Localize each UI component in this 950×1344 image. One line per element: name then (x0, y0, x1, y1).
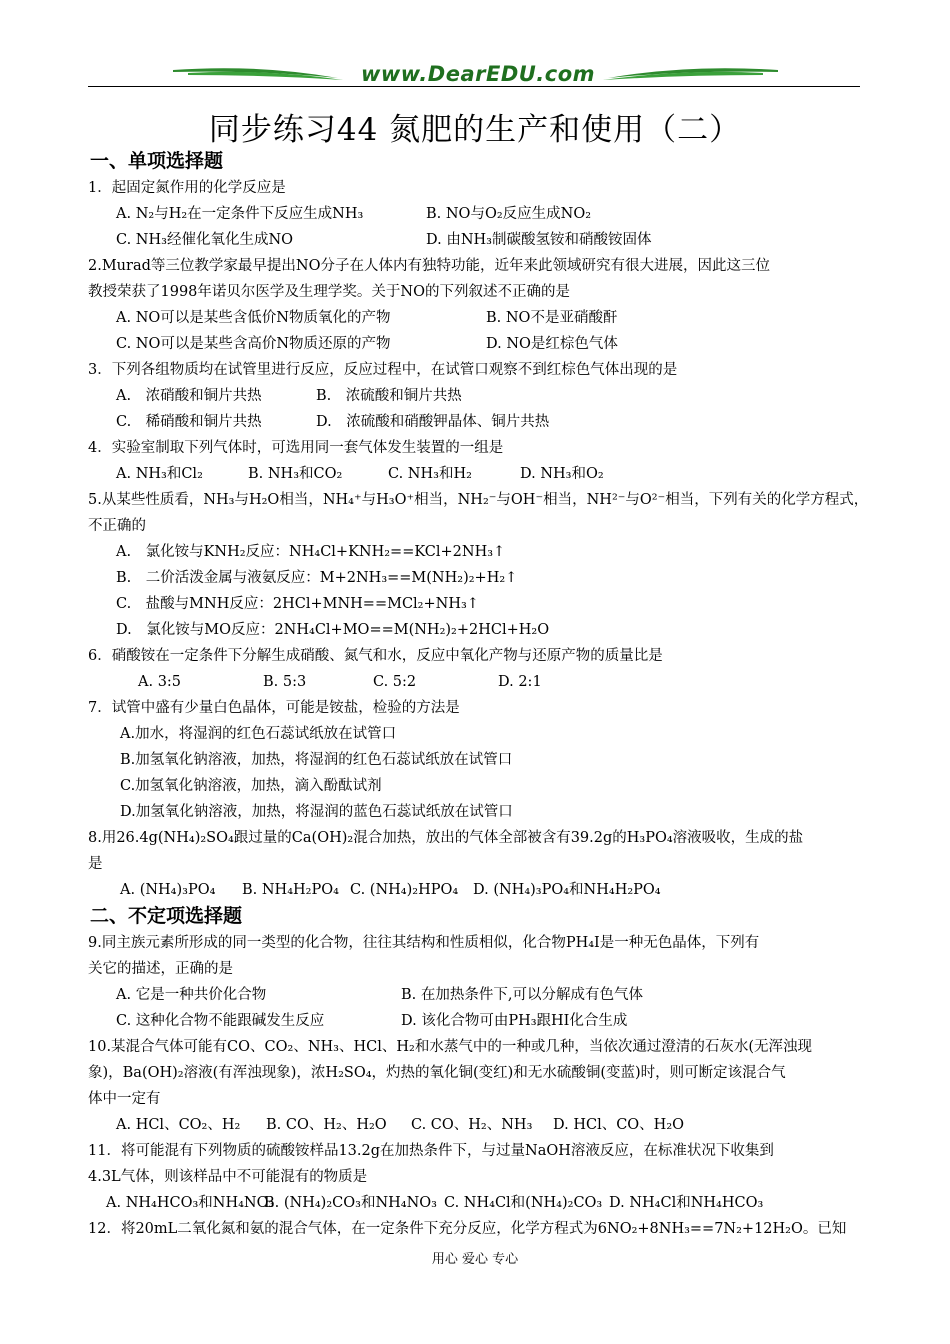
option-a: A. HCl、CO₂、H₂ (116, 1117, 241, 1133)
option-c: C. 盐酸与MNH反应：2HCl+MNH==MCl₂+NH₃↑ (116, 596, 479, 612)
option-d: D. (NH₄)₃PO₄和NH₄H₂PO₄ (473, 882, 661, 898)
option-c: C. 稀硝酸和铜片共热 (116, 414, 262, 430)
option-a: A. (NH₄)₃PO₄ (120, 882, 216, 898)
option-d: D. 该化合物可由PH₃跟HI化合生成 (401, 1013, 628, 1029)
question-stem: 教授荣获了1998年诺贝尔医学及生理学奖。关于NO的下列叙述不正确的是 (88, 284, 570, 300)
option-row (88, 877, 863, 903)
question-stem: 2.Murad等三位教学家最早提出NO分子在人体内有独特功能，近年来此领域研究有很大进展，因此这三位 (88, 258, 770, 274)
option-b: B. 二价活泼金属与液氨反应：M+2NH₃==M(NH₂)₂+H₂↑ (116, 570, 518, 586)
option-row (88, 1190, 863, 1216)
option-d: D. 由NH₃制碳酸氢铵和硝酸铵固体 (426, 232, 652, 248)
option-d: D. 2:1 (498, 674, 542, 690)
option-d: D. HCl、CO、H₂O (553, 1117, 685, 1133)
option-b: B. NO与O₂反应生成NO₂ (426, 206, 592, 222)
option-row (88, 201, 863, 227)
question-stem: 5.从某些性质看，NH₃与H₂O相当，NH₄⁺与H₃O⁺相当，NH₂⁻与OH⁻相当，NH²⁻与O²⁻相当，下列有关的化学方程式， (88, 492, 869, 508)
section-heading: 一、单项选择题 (90, 150, 224, 172)
option-row (88, 1112, 863, 1138)
option-a: A. 浓硝酸和铜片共热 (116, 388, 262, 404)
option-c: C. NO可以是某些含高价N物质还原的产物 (116, 336, 391, 352)
option-b: B. 浓硫酸和铜片共热 (316, 388, 462, 404)
question-stem: 是 (88, 856, 103, 872)
option-row (88, 669, 863, 695)
option-d: D. NH₄Cl和NH₄HCO₃ (609, 1195, 764, 1211)
question-stem: 4.3L气体，则该样品中不可能混有的物质是 (88, 1169, 368, 1185)
option-c: C. 5:2 (373, 674, 417, 690)
option-b: B. CO、H₂、H₂O (266, 1117, 387, 1133)
option-c: C. NH₃和H₂ (388, 466, 472, 482)
question-stem: 3．下列各组物质均在试管里进行反应，反应过程中，在试管口观察不到红棕色气体出现的是 (88, 362, 678, 378)
document-body (88, 148, 869, 1242)
question-stem: 体中一定有 (88, 1091, 161, 1107)
option-a: A. N₂与H₂在一定条件下反应生成NH₃ (116, 206, 364, 222)
option-b: B. 在加热条件下,可以分解成有色气体 (401, 987, 643, 1003)
section-heading: 二、不定项选择题 (90, 905, 243, 927)
header-rule (88, 86, 860, 87)
option-c: C. (NH₄)₂HPO₄ (350, 882, 459, 898)
option-a: A. 氯化铵与KNH₂反应：NH₄Cl+KNH₂==KCl+2NH₃↑ (116, 544, 506, 560)
option-c: C.加氢氧化钠溶液，加热，滴入酚酞试剂 (120, 778, 382, 794)
option-a: A. 3:5 (138, 674, 182, 690)
page-title: 同步练习44 氮肥的生产和使用（二） (208, 112, 742, 148)
option-b: B. 5:3 (263, 674, 307, 690)
option-a: A.加水，将湿润的红色石蕊试纸放在试管口 (120, 726, 397, 742)
question-stem: 不正确的 (88, 518, 146, 534)
option-row (88, 227, 863, 253)
option-b: B. (NH₄)₂CO₃和NH₄NO₃ (264, 1195, 437, 1211)
option-row (88, 305, 863, 331)
page-footer: 用心 爱心 专心 (431, 1252, 519, 1267)
question-stem: 12．将20mL二氧化氮和氨的混合气体，在一定条件下充分反应，化学方程式为6NO₂+8NH₃==7N₂+12H₂O。已知 (88, 1221, 847, 1237)
option-c: C. NH₃经催化氧化生成NO (116, 232, 294, 248)
question-stem: 7．试管中盛有少量白色晶体，可能是铵盐，检验的方法是 (88, 700, 460, 716)
option-a: A. NH₃和Cl₂ (116, 466, 203, 482)
question-stem: 1．起固定氮作用的化学反应是 (88, 180, 286, 196)
question-stem: 9.同主族元素所形成的同一类型的化合物，往往其结构和性质相似，化合物PH₄I是一种无色晶体，下列有 (88, 935, 760, 951)
option-d: D. 氯化铵与MO反应：2NH₄Cl+MO==M(NH₂)₂+2HCl+H₂O (116, 622, 550, 638)
option-c: C. 这种化合物不能跟碱发生反应 (116, 1013, 325, 1029)
question-stem: 4．实验室制取下列气体时，可选用同一套气体发生装置的一组是 (88, 440, 504, 456)
option-c: C. NH₄Cl和(NH₄)₂CO₃ (444, 1195, 603, 1211)
option-a: A. 它是一种共价化合物 (116, 987, 267, 1003)
option-c: C. CO、H₂、NH₃ (411, 1117, 533, 1133)
question-stem: 8.用26.4g(NH₄)₂SO₄跟过量的Ca(OH)₂混合加热，放出的气体全部被含有39.2g的H₃PO₄溶液吸收，生成的盐 (88, 830, 804, 846)
option-row (88, 982, 863, 1008)
site-logo: www.DearEDU.com (360, 62, 596, 86)
option-d: D. 浓硫酸和硝酸钾晶体、铜片共热 (316, 414, 550, 430)
question-stem: 关它的描述，正确的是 (88, 961, 233, 977)
option-a: A. NH₄HCO₃和NH₄NO₃ (106, 1195, 275, 1211)
option-d: D. NO是红棕色气体 (486, 336, 618, 352)
option-row (88, 383, 863, 409)
option-row (88, 331, 863, 357)
question-stem: 11．将可能混有下列物质的硫酸铵样品13.2g在加热条件下，与过量NaOH溶液反应，在标准状况下收集到 (88, 1143, 774, 1159)
option-b: B.加氢氧化钠溶液，加热，将湿润的红色石蕊试纸放在试管口 (120, 752, 513, 768)
option-row (88, 1008, 863, 1034)
question-stem: 6．硝酸铵在一定条件下分解生成硝酸、氮气和水，反应中氧化产物与还原产物的质量比是 (88, 648, 663, 664)
question-stem: 10.某混合气体可能有CO、CO₂、NH₃、HCl、H₂和水蒸气中的一种或几种，当依次通过澄清的石灰水(无浑浊现 (88, 1039, 812, 1055)
option-d: D.加氢氧化钠溶液，加热，将湿润的蓝色石蕊试纸放在试管口 (120, 804, 513, 820)
option-row (88, 409, 863, 435)
option-d: D. NH₃和O₂ (520, 466, 604, 482)
option-b: B. NH₄H₂PO₄ (242, 882, 339, 898)
option-row (88, 461, 863, 487)
option-b: B. NO不是亚硝酸酐 (486, 310, 618, 326)
option-a: A. NO可以是某些含低价N物质氧化的产物 (116, 310, 391, 326)
option-b: B. NH₃和CO₂ (248, 466, 343, 482)
question-stem: 象)，Ba(OH)₂溶液(有浑浊现象)，浓H₂SO₄，灼热的氧化铜(变红)和无水硫酸铜(变蓝)时，则可断定该混合气 (88, 1065, 786, 1081)
